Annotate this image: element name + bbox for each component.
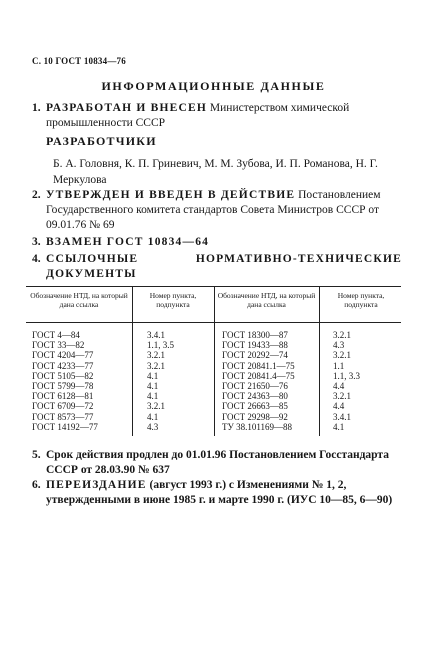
table-cell: ГОСТ 4—84	[32, 330, 80, 340]
section-3	[32, 235, 402, 250]
table-cell: 1.1, 3.5	[147, 340, 174, 351]
table-cell: 4.1	[147, 391, 159, 402]
section-6-text: (август 1993 г.) с Изменениями № 1, 2, утвержденными в июне 1985 г. и марте 1990 г. (ИУС 10—85, 6—90)	[46, 479, 393, 506]
table-cell: 1.1	[333, 360, 345, 371]
page-header: С. 10 ГОСТ 10834—76	[32, 56, 126, 66]
section-2-lead: УТВЕРЖДЕН И ВВЕДЕН В ДЕЙСТВИЕ	[46, 189, 296, 201]
table-cell: ГОСТ 5105—82	[32, 370, 94, 381]
table-center-divider	[214, 286, 215, 436]
section-1-number: 1.	[32, 102, 41, 114]
section-4-lead: ССЫЛОЧНЫЕ НОРМАТИВНО-ТЕХНИЧЕСКИЕ ДОКУМЕНТЫ	[46, 253, 402, 280]
section-4-number: 4.	[32, 253, 41, 265]
table-cell: ГОСТ 21650—76	[222, 381, 288, 392]
right-item-column	[333, 330, 360, 432]
table-cell: 4.3	[333, 340, 345, 351]
section-3-lead: ВЗАМЕН ГОСТ 10834—64	[46, 236, 210, 248]
section-1-lead: РАЗРАБОТАН И ВНЕСЕН	[46, 102, 208, 114]
table-cell: 4.1	[147, 370, 159, 381]
header-ntd-left: Обозначение НТД, на который дана ссылка	[30, 291, 128, 309]
table-cell: ГОСТ 19433—88	[222, 340, 288, 351]
table-cell: ГОСТ 20292—74	[222, 350, 288, 361]
table-cell: 4.4	[333, 381, 345, 392]
left-item-column	[147, 330, 174, 432]
table-cell: ГОСТ 5799—78	[32, 381, 94, 392]
table-cell: ГОСТ 4233—77	[32, 360, 94, 371]
header-item-right: Номер пункта, подпункта	[337, 291, 385, 309]
table-cell: 4.1	[333, 421, 345, 432]
section-5-text: Срок действия продлен до 01.01.96 Постановлением Госстандарта СССР от 28.03.90 № 637	[46, 449, 389, 476]
table-cell: ГОСТ 29298—92	[222, 411, 288, 422]
header-ntd-right: Обозначение НТД, на который дана ссылка	[217, 291, 316, 309]
section-2	[32, 188, 402, 233]
header-item-left: Номер пункта, подпункта	[149, 291, 197, 309]
table-cell: ГОСТ 33—82	[32, 340, 85, 351]
section-1-text: Министерством химической промышленности СССР	[46, 102, 350, 129]
table-cell: ГОСТ 20841.1—75	[222, 360, 295, 371]
table-cell: 3.4.1	[333, 411, 351, 422]
page-title: ИНФОРМАЦИОННЫЕ ДАННЫЕ	[101, 79, 326, 93]
table-cell: 3.2.1	[333, 350, 351, 361]
table-cell: ГОСТ 4204—77	[32, 350, 94, 361]
table-cell: 3.2.1	[147, 401, 165, 412]
table-cell: ГОСТ 8573—77	[32, 411, 94, 422]
table-cell: ГОСТ 6709—72	[32, 401, 94, 412]
left-ntd-column	[32, 330, 98, 432]
section-5-number: 5.	[32, 449, 41, 461]
section-6	[32, 478, 402, 508]
table-cell: 4.1	[147, 411, 159, 422]
right-ntd-column	[222, 330, 295, 432]
developers-heading: РАЗРАБОТЧИКИ	[46, 134, 157, 148]
table-cell: ГОСТ 6128—81	[32, 391, 94, 402]
table-cell: ГОСТ 14192—77	[32, 421, 98, 432]
section-6-number: 6.	[32, 479, 41, 491]
table-cell: ГОСТ 18300—87	[222, 330, 288, 340]
table-cell: ГОСТ 20841.4—75	[222, 370, 295, 381]
table-divider	[319, 286, 320, 436]
section-4	[32, 252, 402, 282]
table-cell: 4.1	[147, 381, 159, 392]
references-table	[26, 286, 401, 436]
table-cell: 1.1, 3.3	[333, 370, 360, 381]
table-cell: 3.2.1	[333, 330, 351, 340]
table-cell: 3.2.1	[147, 360, 165, 371]
table-cell: ГОСТ 26663—85	[222, 401, 288, 412]
table-cell: ТУ 38.101169—88	[222, 421, 293, 432]
section-2-number: 2.	[32, 189, 41, 201]
section-2-text: Постановлением Государственного комитета стандартов Совета Министров СССР от 09.01.76 № 69	[46, 189, 381, 231]
table-divider	[132, 286, 133, 436]
section-1	[32, 101, 402, 131]
table-cell: 4.3	[147, 421, 159, 432]
table-cell: 3.2.1	[333, 391, 351, 402]
table-cell: 3.4.1	[147, 330, 165, 340]
developers-list: Б. А. Головня, К. П. Гриневич, М. М. Зубова, И. П. Романова, Н. Г. Меркулова	[53, 158, 378, 186]
section-3-number: 3.	[32, 236, 41, 248]
table-cell: ГОСТ 24363—80	[222, 391, 288, 402]
section-5	[32, 448, 402, 478]
table-cell: 4.4	[333, 401, 345, 412]
section-6-lead: ПЕРЕИЗДАНИЕ	[46, 479, 147, 491]
table-cell: 3.2.1	[147, 350, 165, 361]
